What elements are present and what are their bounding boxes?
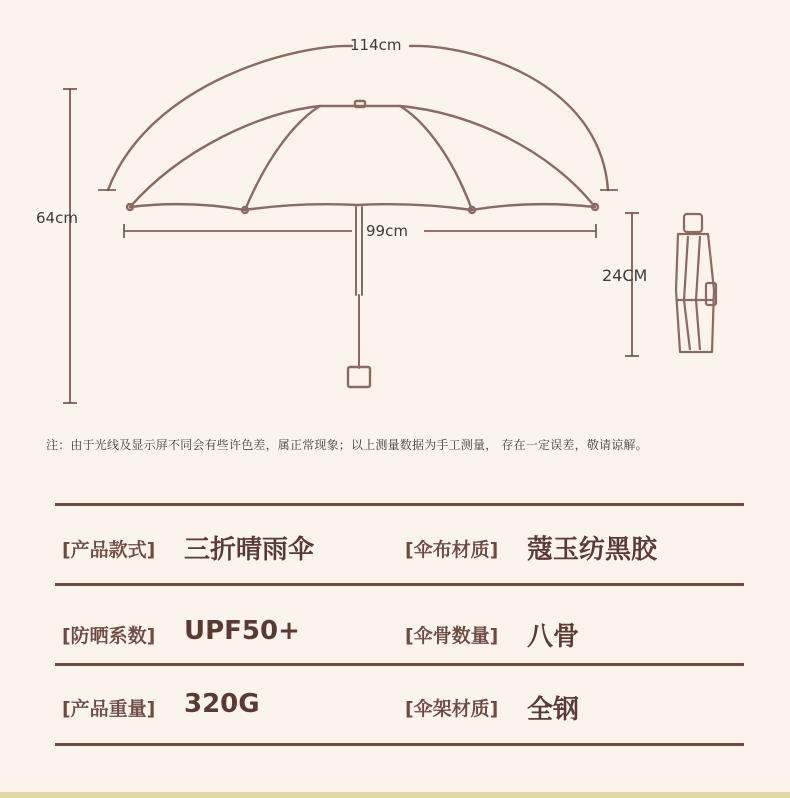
spec-value-upf: UPF50+ [184,616,300,646]
spec-label-ribs: [伞骨数量] [405,625,499,647]
spec-value-ribs: 八骨 [527,622,580,652]
spec-label-style: [产品款式] [62,539,156,561]
measurement-note: 注：由于光线及显示屏不同会有些许色差，属正常现象；以上测量数据为手工测量， 存在一定误差，敬请谅解。 [46,438,648,452]
divider [55,583,744,586]
divider [55,663,744,666]
canopy-outline [130,106,595,207]
spec-value-style: 三折晴雨伞 [184,535,315,565]
spec-value-fabric: 蔻玉纺黑胶 [527,535,658,565]
total-span-label: 114cm [350,36,402,54]
height-label: 64cm [36,209,78,227]
spec-label-weight: [产品重量] [62,698,156,720]
spec-label-upf: [防晒系数] [62,625,156,647]
total-span-arc [108,46,352,190]
spec-value-weight: 320G [184,689,260,719]
umbrella-handle [348,367,370,387]
divider [55,503,744,506]
spec-value-frame: 全钢 [527,695,580,725]
diameter-label: 99cm [366,222,408,240]
folded-length-label: 24CM [602,266,648,285]
divider [55,743,744,746]
bottom-strip [0,792,790,798]
umbrella-shaft [356,207,362,295]
folded-umbrella [676,214,716,352]
spec-label-fabric: [伞布材质] [405,539,499,561]
spec-label-frame: [伞架材质] [405,698,499,720]
